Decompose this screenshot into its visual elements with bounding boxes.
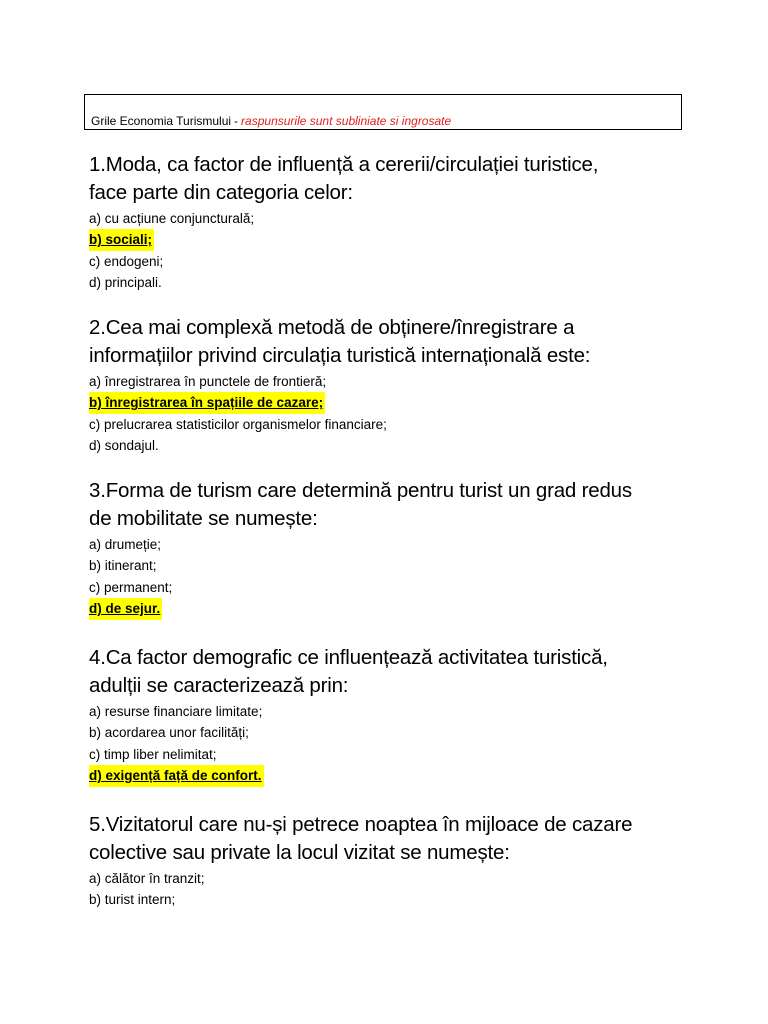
question-title: [89, 314, 689, 370]
answer-option: a) călător în tranzit;: [89, 871, 205, 886]
question-title-line: informațiilor privind circulația turistică internațională este:: [89, 344, 591, 367]
header-title: Grile Economia Turismului: [91, 114, 232, 128]
answer-option-correct: [89, 392, 689, 413]
answer-option: c) endogeni;: [89, 253, 164, 269]
correct-answer-highlight: d) de sejur.: [89, 598, 162, 619]
question-title-line: 3.Forma de turism care determină pentru turist un grad redus: [89, 479, 632, 502]
answer-option: d) sondajul.: [89, 438, 159, 454]
header-box: [84, 94, 682, 130]
question-title-line: adulții se caracterizează prin:: [89, 674, 349, 697]
question-title-line: de mobilitate se numește:: [89, 507, 318, 530]
question-5: [89, 811, 689, 911]
answer-option: a) înregistrarea în punctele de frontieră;: [89, 374, 327, 389]
header-note: raspunsurile sunt subliniate si ingrosate: [241, 114, 452, 128]
question-3: [89, 477, 689, 620]
question-title: [89, 811, 689, 867]
question-title-line: 1.Moda, ca factor de influență a cererii/circulației turistice,: [89, 153, 599, 176]
answer-option: b) turist intern;: [89, 892, 176, 908]
question-title-line: 2.Cea mai complexă metodă de obținere/înregistrare a: [89, 316, 575, 339]
question-title-line: colective sau private la locul vizitat se numește:: [89, 841, 510, 864]
question-title: [89, 644, 689, 700]
question-title-line: 5.Vizitatorul care nu-și petrece noaptea în mijloace de cazare: [89, 813, 633, 836]
question-title-line: face parte din categoria celor:: [89, 181, 353, 204]
answer-option: a) resurse financiare limitate;: [89, 704, 263, 719]
correct-answer-highlight: b) înregistrarea în spațiile de cazare;: [89, 392, 325, 413]
question-title: [89, 477, 689, 533]
answer-option: b) acordarea unor facilități;: [89, 725, 249, 741]
correct-answer-highlight: d) exigență față de confort.: [89, 765, 264, 786]
answer-option-correct: [89, 598, 689, 619]
correct-answer-highlight: b) sociali;: [89, 229, 154, 250]
answer-option: b) itinerant;: [89, 558, 157, 574]
question-1: [89, 151, 689, 294]
answer-option: c) permanent;: [89, 579, 173, 595]
question-2: [89, 314, 689, 457]
header-separator: -: [234, 114, 239, 128]
answer-option-correct: [89, 229, 689, 250]
answer-option: c) prelucrarea statisticilor organismelor financiare;: [89, 416, 387, 432]
answer-option: a) drumeție;: [89, 537, 162, 552]
answer-option: d) principali.: [89, 275, 162, 291]
question-title-line: 4.Ca factor demografic ce influențează activitatea turistică,: [89, 646, 608, 669]
answer-option: a) cu acțiune conjuncturală;: [89, 211, 255, 226]
answer-option-correct: [89, 765, 689, 786]
header-line: [91, 114, 451, 128]
answer-option: c) timp liber nelimitat;: [89, 746, 217, 762]
question-title: [89, 151, 689, 207]
question-4: [89, 644, 689, 787]
